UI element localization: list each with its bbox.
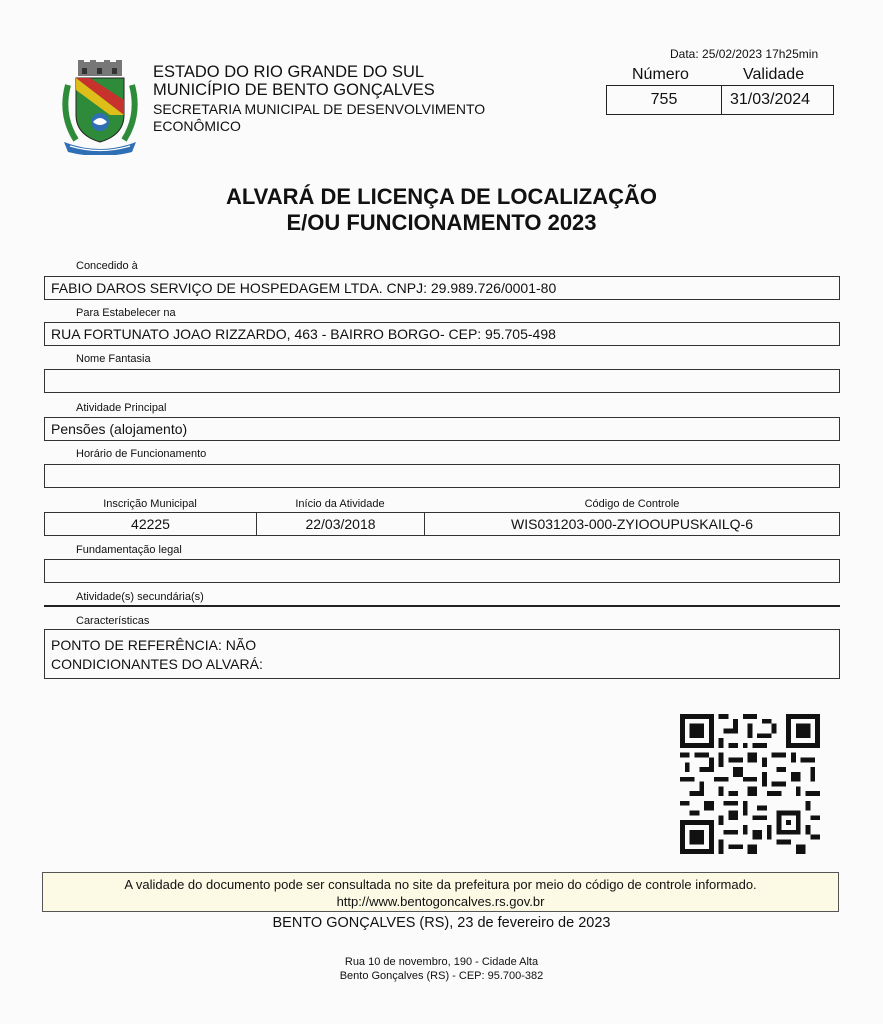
- notice-text: A validade do documento pode ser consultada no site da prefeitura por meio do código de controle informado.: [124, 877, 757, 892]
- concedido-label: Concedido à: [76, 260, 138, 272]
- inicio-value: 22/03/2018: [257, 513, 425, 535]
- caracteristicas-line2: CONDICIONANTES DO ALVARÁ:: [51, 656, 263, 672]
- fantasia-field: [44, 369, 840, 393]
- document-title-line1: ALVARÁ DE LICENÇA DE LOCALIZAÇÃO: [225, 184, 658, 209]
- inscricao-value: 42225: [45, 513, 257, 535]
- number-validity-box: [606, 85, 834, 115]
- estabelecer-label: Para Estabelecer na: [76, 307, 176, 319]
- municipality-name: MUNICÍPIO DE BENTO GONÇALVES: [153, 81, 435, 99]
- fundamentacao-label: Fundamentação legal: [76, 544, 182, 556]
- place-date: BENTO GONÇALVES (RS), 23 de fevereiro de 2023: [272, 915, 611, 931]
- numero-value: 755: [607, 86, 722, 114]
- concedido-field: FABIO DAROS SERVIÇO DE HOSPEDAGEM LTDA. CNPJ: 29.989.726/0001-80: [44, 276, 840, 300]
- secretariat-line2: ECONÔMICO: [153, 118, 241, 134]
- fantasia-label: Nome Fantasia: [76, 353, 151, 365]
- notice-url[interactable]: http://www.bentogoncalves.rs.gov.br: [336, 894, 545, 909]
- municipal-crest-icon: [60, 60, 140, 155]
- qr-code-icon: [680, 714, 820, 854]
- secretariat-line1: SECRETARIA MUNICIPAL DE DESENVOLVIMENTO: [153, 101, 486, 117]
- state-name: ESTADO DO RIO GRANDE DO SUL: [153, 63, 425, 81]
- horario-field: [44, 464, 840, 488]
- validade-value: 31/03/2024: [730, 91, 811, 108]
- codigo-value: WIS031203-000-ZYIOOUPUSKAILQ-6: [511, 516, 753, 532]
- numero-label: Número: [632, 66, 689, 83]
- issue-date: Data: 25/02/2023 17h25min: [670, 47, 819, 61]
- caracteristicas-label: Características: [76, 615, 150, 627]
- validation-notice: [42, 872, 839, 912]
- secundaria-rule: [44, 605, 840, 607]
- caracteristicas-box: [44, 629, 840, 679]
- atividade-field: Pensões (alojamento): [44, 417, 840, 441]
- fundamentacao-field: [44, 559, 840, 583]
- secundaria-label: Atividade(s) secundária(s): [76, 591, 204, 603]
- horario-label: Horário de Funcionamento: [76, 448, 207, 460]
- document-title-line2: E/OU FUNCIONAMENTO 2023: [286, 210, 597, 235]
- validade-label: Validade: [743, 66, 805, 83]
- inicio-label: Início da Atividade: [295, 498, 385, 510]
- address-line2: Bento Gonçalves (RS) - CEP: 95.700-382: [339, 970, 544, 982]
- registration-table: [44, 512, 840, 536]
- codigo-label: Código de Controle: [584, 498, 680, 510]
- estabelecer-field: RUA FORTUNATO JOAO RIZZARDO, 463 - BAIRRO BORGO- CEP: 95.705-498: [44, 322, 840, 346]
- atividade-label: Atividade Principal: [76, 402, 167, 414]
- address-line1: Rua 10 de novembro, 190 - Cidade Alta: [344, 956, 539, 968]
- inscricao-label: Inscrição Municipal: [103, 498, 197, 510]
- caracteristicas-line1: PONTO DE REFERÊNCIA: NÃO: [51, 637, 257, 653]
